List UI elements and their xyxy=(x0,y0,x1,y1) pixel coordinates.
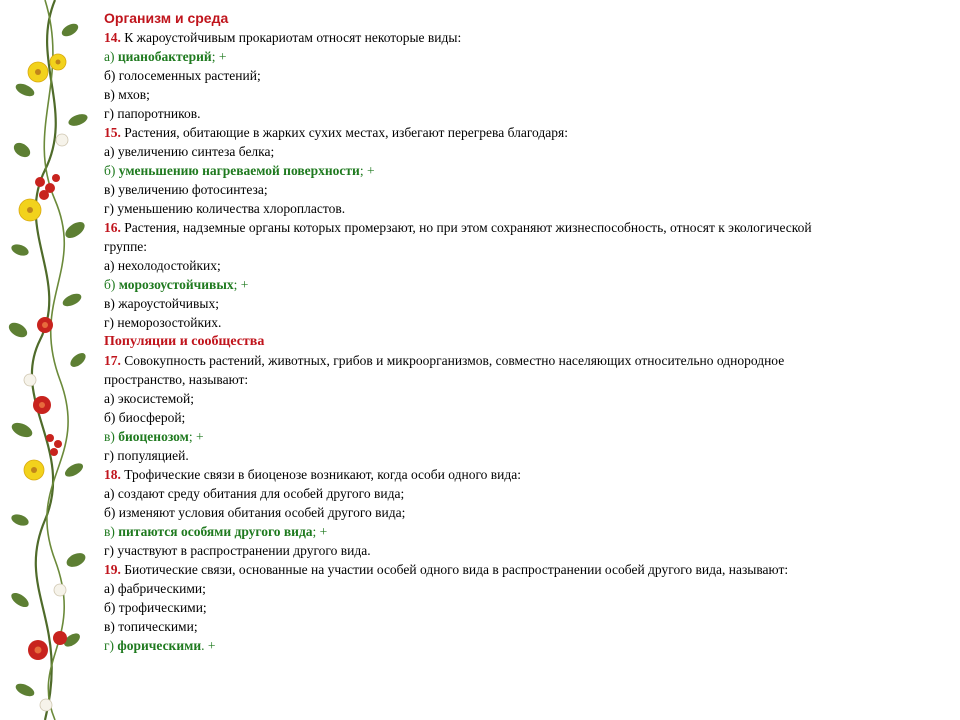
question-number: 18. xyxy=(104,467,121,482)
question-15 xyxy=(104,123,849,142)
question-text: Растения, обитающие в жарких сухих местах, избегают перегрева благодаря: xyxy=(120,125,568,140)
answer-option: в) топическими; xyxy=(104,619,198,634)
answer-option: а) увеличению синтеза белка; xyxy=(104,144,275,159)
answer-option-correct xyxy=(104,522,849,541)
answer-suffix: ; + xyxy=(233,277,249,292)
answer-option-correct xyxy=(104,275,849,294)
question-number: 16. xyxy=(104,220,121,235)
answer-prefix: б) xyxy=(104,163,119,178)
answer-option: а) нехолодостойких; xyxy=(104,258,221,273)
quiz-content xyxy=(104,9,849,655)
answer-text: уменьшению нагреваемой поверхности xyxy=(118,163,360,178)
answer-suffix: ; + xyxy=(312,524,328,539)
question-number: 19. xyxy=(104,562,121,577)
answer-prefix: г) xyxy=(104,638,118,653)
question-number: 15. xyxy=(104,125,121,140)
answer-suffix: ; + xyxy=(211,49,227,64)
question-17 xyxy=(104,351,849,389)
answer-option: а) создают среду обитания для особей другого вида; xyxy=(104,486,405,501)
answer-option: г) папоротников. xyxy=(104,106,201,121)
answer-text: морозоустойчивых xyxy=(118,277,234,292)
answer-option: б) биосферой; xyxy=(104,410,186,425)
answer-prefix: в) xyxy=(104,524,119,539)
answer-option: г) популяцией. xyxy=(104,448,189,463)
answer-option: а) экосистемой; xyxy=(104,391,194,406)
answer-prefix: б) xyxy=(104,277,119,292)
answer-text: цианобактерий xyxy=(117,49,212,64)
question-text: К жароустойчивым прокариотам относят некоторые виды: xyxy=(120,30,462,45)
question-text: Биотические связи, основанные на участии особей одного вида в распространении особей другого вида, называют: xyxy=(120,562,789,577)
answer-option: в) увеличению фотосинтеза; xyxy=(104,182,268,197)
answer-text: форическими xyxy=(117,638,202,653)
answer-option: г) участвуют в распространении другого вида. xyxy=(104,543,371,558)
answer-text: биоценозом xyxy=(118,429,189,444)
answer-option: б) трофическими; xyxy=(104,600,207,615)
answer-option-correct xyxy=(104,427,849,446)
flower-border-icon xyxy=(0,0,100,720)
question-19 xyxy=(104,560,849,579)
question-text: Совокупность растений, животных, грибов и микроорганизмов, совместно населяющих относительно однородное пространство, называют: xyxy=(104,353,785,387)
answer-option: в) жароустойчивых; xyxy=(104,296,219,311)
answer-prefix: а) xyxy=(104,49,118,64)
question-number: 17. xyxy=(104,353,121,368)
question-text: Растения, надземные органы которых промерзают, но при этом сохраняют жизнеспособность, относят к экологической группе: xyxy=(104,220,812,254)
question-16 xyxy=(104,218,849,256)
answer-suffix: ; + xyxy=(359,163,375,178)
answer-option: а) фабрическими; xyxy=(104,581,206,596)
answer-suffix: ; + xyxy=(188,429,204,444)
answer-option: б) голосеменных растений; xyxy=(104,68,261,83)
answer-suffix: . + xyxy=(201,638,216,653)
answer-option-correct xyxy=(104,161,849,180)
question-text: Трофические связи в биоценозе возникают, когда особи одного вида: xyxy=(120,467,521,482)
question-18 xyxy=(104,465,849,484)
answer-option: г) уменьшению количества хлоропластов. xyxy=(104,201,346,216)
answer-option: б) изменяют условия обитания особей другого вида; xyxy=(104,505,406,520)
answer-option: г) неморозостойких. xyxy=(104,315,222,330)
question-number: 14. xyxy=(104,30,121,45)
answer-text: питаются особями другого вида xyxy=(118,524,313,539)
answer-prefix: в) xyxy=(104,429,119,444)
section-title-populations: Популяции и сообщества xyxy=(104,334,265,349)
answer-option: в) мхов; xyxy=(104,87,150,102)
question-14 xyxy=(104,28,849,47)
section-title-organism: Организм и среда xyxy=(104,10,229,26)
answer-option-correct xyxy=(104,636,849,655)
answer-option-correct xyxy=(104,47,849,66)
